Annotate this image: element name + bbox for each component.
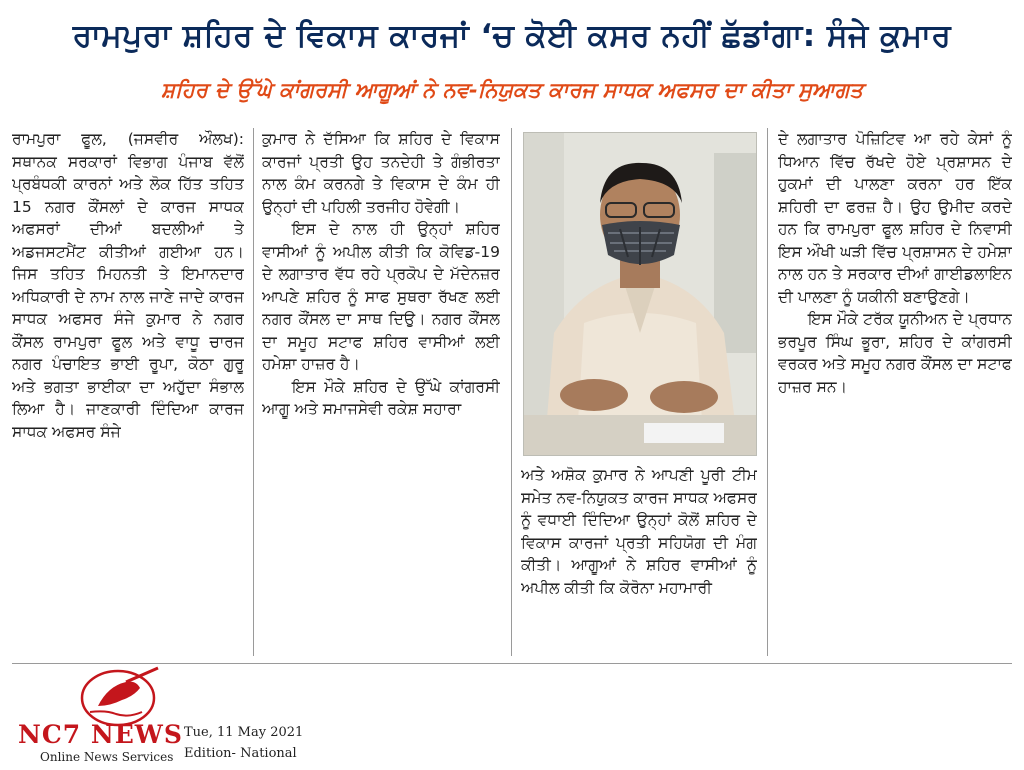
- paragraph: ਰਾਮਪੁਰਾ ਫੂਲ, (ਜਸਵੀਰ ਔਲਖ): ਸਥਾਨਕ ਸਰਕਾਰਾਂ ਵਿਭਾਗ ਪੰਜਾਬ ਵੱਲੋਂ ਪ੍ਰਬੰਧਕੀ ਕਾਰਨਾਂ ਅਤੇ ਲੋਕ ਹਿੱਤ ਤਹਿਤ 15 ਨਗਰ ਕੌਂਸਲਾਂ ਦੇ ਕਾਰਜ ਸਾਧਕ ਅਫਸਰਾਂ ਦੀਆਂ ਬਦਲੀਆਂ ਤੇ ਅਡਜਸਟਮੈਂਟ ਕੀਤੀਆਂ ਗਈਆ ਹਨ। ਜਿਸ ਤਹਿਤ ਮਿਹਨਤੀ ਤੇ ਇਮਾਨਦਾਰ ਅਧਿਕਾਰੀ ਦੇ ਨਾਮ ਨਾਲ ਜਾਣੇ ਜਾਦੇ ਕਾਰਜ ਸਾਧਕ ਅਫਸਰ ਸੰਜੇ ਕੁਮਾਰ ਨੇ ਨਗਰ ਕੌਂਸਲ ਰਾਮਪੁਰਾ ਫੂਲ ਅਤੇ ਵਾਧੂ ਚਾਰਜ ਨਗਰ ਪੰਚਾਇਤ ਭਾਈ ਰੂਪਾ, ਕੋਠਾ ਗੁਰੂ ਅਤੇ ਭਗਤਾ ਭਾਈਕਾ ਦਾ ਅਹੁੱਦਾ ਸੰਭਾਲ ਲਿਆ ਹੈ। ਜਾਣਕਾਰੀ ਦਿੰਦਿਆ ਕਾਰਜ ਸਾਧਕ ਅਫਸਰ ਸੰਜੇ: [12, 130, 244, 441]
- column-divider: [253, 128, 254, 656]
- paragraph: ਕੁਮਾਰ ਨੇ ਦੱਸਿਆ ਕਿ ਸ਼ਹਿਰ ਦੇ ਵਿਕਾਸ ਕਾਰਜਾਂ ਪ੍ਰਤੀ ਉਹ ਤਨਦੇਹੀ ਤੇ ਗੰਭੀਰਤਾ ਨਾਲ ਕੰਮ ਕਰਨਗੇ ਤੇ ਵਿਕਾਸ ਦੇ ਕੰਮ ਹੀ ਉਨ੍ਹਾਂ ਦੀ ਪਹਿਲੀ ਤਰਜੀਹ ਹੋਵੇਗੀ।: [262, 130, 500, 216]
- brand-tagline: Online News Services: [40, 750, 174, 764]
- article-column-1: [12, 128, 244, 658]
- paragraph: ਇਸ ਦੇ ਨਾਲ ਹੀ ਉਨ੍ਹਾਂ ਸ਼ਹਿਰ ਵਾਸੀਆਂ ਨੂੰ ਅਪੀਲ ਕੀਤੀ ਕਿ ਕੋਵਿਡ-19 ਦੇ ਲਗਾਤਾਰ ਵੱਧ ਰਹੇ ਪ੍ਰਕੋਪ ਦੇ ਮੱਦੇਨਜ਼ਰ ਆਪਣੇ ਸ਼ਹਿਰ ਨੂੰ ਸਾਫ ਸੁਥਰਾ ਰੱਖਣ ਲਈ ਨਗਰ ਕੌਂਸਲ ਦਾ ਸਾਥ ਦਿਉ। ਨਗਰ ਕੌਂਸਲ ਦਾ ਸਮੂਹ ਸਟਾਫ ਸ਼ਹਿਰ ਵਾਸੀਆਂ ਲਈ ਹਮੇਸ਼ਾ ਹਾਜ਼ਰ ਹੈ।: [262, 220, 500, 373]
- subheadline: ਸ਼ਹਿਰ ਦੇ ਉੱਘੇ ਕਾਂਗਰਸੀ ਆਗੂਆਂ ਨੇ ਨਵ-ਨਿਯੁਕਤ ਕਾਰਜ ਸਾਧਕ ਅਫਸਰ ਦਾ ਕੀਤਾ ਸੁਆਗਤ: [161, 78, 863, 102]
- footer-divider: [12, 663, 1012, 664]
- publication-date: Tue, 11 May 2021: [184, 725, 304, 740]
- paragraph: ਅਤੇ ਅਸ਼ੋਕ ਕੁਮਾਰ ਨੇ ਆਪਣੀ ਪੂਰੀ ਟੀਮ ਸਮੇਤ ਨਵ-ਨਿਯੁਕਤ ਕਾਰਜ ਸਾਧਕ ਅਫਸਰ ਨੂੰ ਵਧਾਈ ਦਿੰਦਿਆ ਉਨ੍ਹਾਂ ਕੋਲੋਂ ਸ਼ਹਿਰ ਦੇ ਵਿਕਾਸ ਕਾਰਜਾਂ ਪ੍ਰਤੀ ਸਹਿਯੋਗ ਦੀ ਮੰਗ ਕੀਤੀ। ਆਗੂਆਂ ਨੇ ਸ਼ਹਿਰ ਵਾਸੀਆਂ ਨੂੰ ਅਪੀਲ ਕੀਤੀ ਕਿ ਕੋਰੋਨਾ ਮਹਾਮਾਰੀ: [521, 466, 757, 597]
- paragraph: ਇਸ ਮੌਕੇ ਸ਼ਹਿਰ ਦੇ ਉੱਘੇ ਕਾਂਗਰਸੀ ਆਗੂ ਅਤੇ ਸਮਾਜਸੇਵੀ ਰਕੇਸ਼ ਸਹਾਰਾ: [262, 377, 500, 418]
- paragraph: ਇਸ ਮੌਕੇ ਟਰੱਕ ਯੂਨੀਅਨ ਦੇ ਪ੍ਰਧਾਨ ਭਰਪੂਰ ਸਿੰਘ ਭੂਰਾ, ਸ਼ਹਿਰ ਦੇ ਕਾਂਗਰਸੀ ਵਰਕਰ ਅਤੇ ਸਮੂਹ ਨਗਰ ਕੌਂਸਲ ਦਾ ਸਟਾਫ ਹਾਜ਼ਰ ਸਨ।: [778, 310, 1012, 396]
- officer-photo: [523, 132, 757, 456]
- article-column-4: [778, 128, 1012, 658]
- article-column-2: [262, 128, 500, 658]
- edition-label: Edition- National: [184, 746, 297, 761]
- officer-photo-illustration: [524, 133, 756, 455]
- dateline: [184, 722, 303, 764]
- headline: ਰਾਮਪੁਰਾ ਸ਼ਹਿਰ ਦੇ ਵਿਕਾਸ ਕਾਰਜਾਂ ‘ਚ ਕੋਈ ਕਸਰ ਨਹੀਂ ਛੱਡਾਂਗਾ: ਸੰਜੇ ਕੁਮਾਰ: [72, 18, 952, 54]
- paragraph: ਦੇ ਲਗਾਤਾਰ ਪੋਜ਼ਿਟਿਵ ਆ ਰਹੇ ਕੇਸਾਂ ਨੂੰ ਧਿਆਨ ਵਿੱਚ ਰੱਖਦੇ ਹੋਏ ਪ੍ਰਸ਼ਾਸਨ ਦੇ ਹੁਕਮਾਂ ਦੀ ਪਾਲਣਾ ਕਰਨਾ ਹਰ ਇੱਕ ਸ਼ਹਿਰੀ ਦਾ ਫਰਜ਼ ਹੈ। ਉਹ ਉਮੀਦ ਕਰਦੇ ਹਨ ਕਿ ਰਾਮਪੁਰਾ ਫੂਲ ਸ਼ਹਿਰ ਦੇ ਨਿਵਾਸੀ ਇਸ ਔਖੀ ਘੜੀ ਵਿੱਚ ਪ੍ਰਸ਼ਾਸਨ ਦੇ ਹਮੇਸ਼ਾ ਨਾਲ ਹਨ ਤੇ ਸਰਕਾਰ ਦੀਆਂ ਗਾਈਡਲਾਇਨ ਦੀ ਪਾਲਣਾ ਨੂੰ ਯਕੀਨੀ ਬਣਾਉਣਗੇ।: [778, 130, 1012, 306]
- article-column-3: [521, 464, 757, 658]
- nc7-news-logo: [18, 670, 188, 766]
- column-divider: [767, 128, 768, 656]
- pen-hand-icon: [76, 666, 166, 728]
- column-divider: [511, 128, 512, 656]
- brand-name: NC7 NEWS: [18, 720, 183, 749]
